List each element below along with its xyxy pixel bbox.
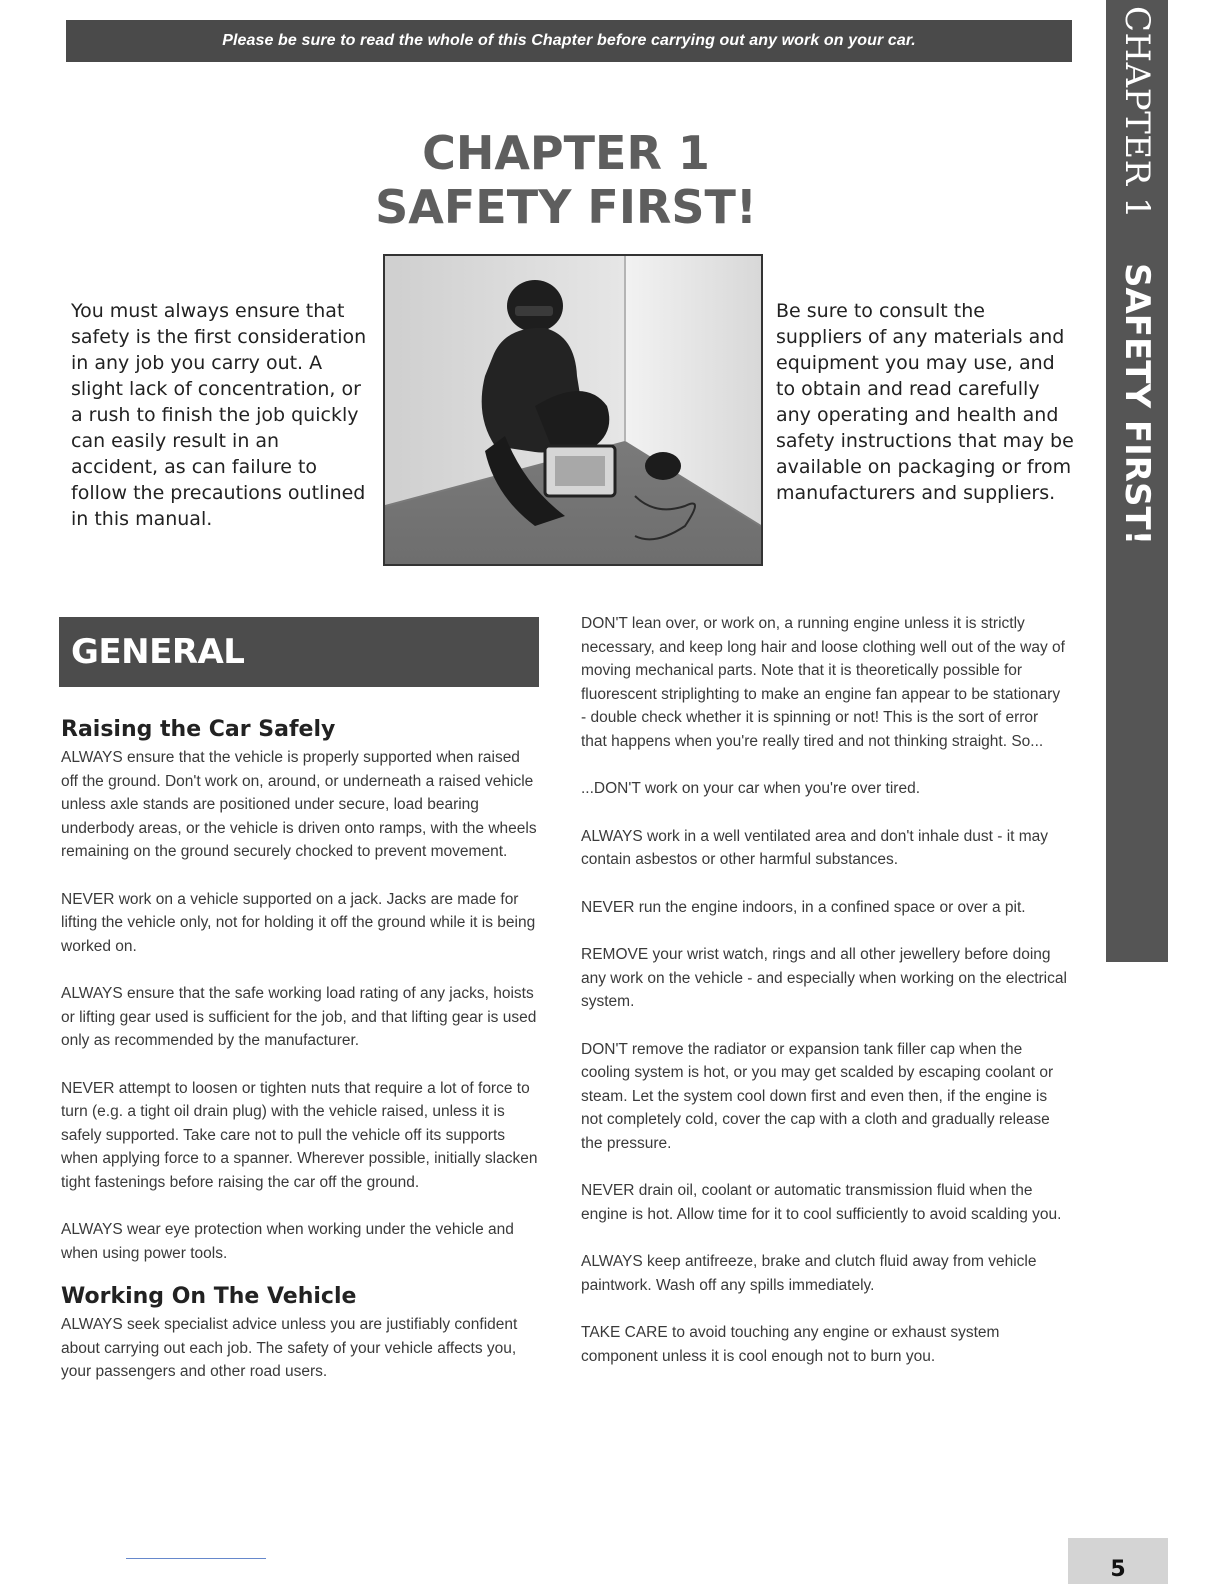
paragraph: ALWAYS wear eye protection when working under the vehicle and when using power tools. — [61, 1221, 514, 1262]
paragraph: NEVER run the engine indoors, in a confined space or over a pit. — [581, 898, 1026, 916]
paragraph: DON'T remove the radiator or expansion tank filler cap when the cooling system is hot, or you may get scalded by escaping coolant or steam. Let the system cool down first and even then, if the engine is not completely cold, cover the cap with a cloth and gradually release the pressure. — [581, 1040, 1054, 1152]
side-chapter-tab — [1106, 0, 1168, 962]
paragraph: REMOVE your wrist watch, rings and all other jewellery before doing any work on the vehicle - and especially when working on the electrical system. — [581, 946, 1067, 1010]
section-header-general: GENERAL — [59, 617, 539, 687]
right-column — [581, 612, 1067, 1392]
heading-raising-car: Raising the Car Safely — [61, 717, 336, 742]
heading-working-on-vehicle: Working On The Vehicle — [61, 1284, 357, 1309]
side-tab-chapter: CHAPTER 1 — [1117, 6, 1157, 220]
chapter-title — [300, 126, 832, 234]
paragraph: ALWAYS work in a well ventilated area and don't inhale dust - it may contain asbestos or other harmful substances. — [581, 827, 1049, 868]
paragraph: ALWAYS ensure that the vehicle is properly supported when raised off the ground. Don't work on, around, or underneath a raised vehicle unless axle stands are positioned under secure, load bearing underbody areas, or the vehicle is driven onto ramps, with the wheels remaining on the ground securely chocked to prevent movement. — [61, 749, 537, 860]
left-column — [61, 716, 541, 1408]
top-banner: Please be sure to read the whole of this Chapter before carrying out any work on your car. — [66, 20, 1072, 62]
paragraph: ALWAYS ensure that the safe working load rating of any jacks, hoists or lifting gear used is sufficient for the job, and that lifting gear is used only as recommended by the manufacturer. — [61, 985, 537, 1049]
chapter-photo — [383, 254, 763, 566]
chapter-name: SAFETY FIRST! — [375, 180, 757, 234]
footer-rule — [126, 1558, 266, 1559]
paragraph: ...DON'T work on your car when you're over tired. — [581, 780, 921, 797]
paragraph: NEVER attempt to loosen or tighten nuts that require a lot of force to turn (e.g. a tight oil drain plug) with the vehicle raised, unless it is safely supported. Take care not to pull the vehicle off its supports when applying force to a spanner. Wherever possible, initially slacken tight fastenings before raising the car off the ground. — [61, 1079, 538, 1191]
chapter-number: CHAPTER 1 — [422, 126, 710, 180]
paragraph: NEVER work on a vehicle supported on a jack. Jacks are made for lifting the vehicle only, not for holding it off the ground while it is being worked on. — [61, 890, 536, 955]
paragraph: ALWAYS seek specialist advice unless you are justifiably confident about carrying out each job. The safety of your vehicle affects you, your passengers and other road users. — [61, 1316, 518, 1380]
side-tab-title: SAFETY FIRST! — [1117, 263, 1157, 546]
paragraph: TAKE CARE to avoid touching any engine or exhaust system component unless it is cool enough not to burn you. — [581, 1324, 1000, 1365]
page-number: 5 — [1068, 1538, 1168, 1584]
intro-right-text: Be sure to consult the suppliers of any materials and equipment you may use, and to obtain and read carefully any operating and health and safety instructions that may be available on packaging or from manufacturers and suppliers. — [776, 300, 1074, 504]
side-tab-text — [1106, 0, 1168, 962]
intro-left-text: You must always ensure that safety is the first consideration in any job you carry out. A slight lack of concentration, or a rush to finish the job quickly can easily result in an accident, as can failure to follow the precautions outlined in this manual. — [71, 300, 367, 530]
paragraph: DON'T lean over, or work on, a running engine unless it is strictly necessary, and keep long hair and loose clothing well out of the way of moving mechanical parts. Note that it is theoretically possible for fluorescent striplighting to make an engine fan appear to be stationary - double check whether it is spinning or not! This is the sort of error that happens when you're really tired and not thinking straight. So... — [581, 615, 1065, 750]
paragraph: ALWAYS keep antifreeze, brake and clutch fluid away from vehicle paintwork. Wash off any spills immediately. — [581, 1253, 1037, 1294]
paragraph: NEVER drain oil, coolant or automatic transmission fluid when the engine is hot. Allow time for it to cool sufficiently to avoid scalding you. — [581, 1182, 1062, 1223]
